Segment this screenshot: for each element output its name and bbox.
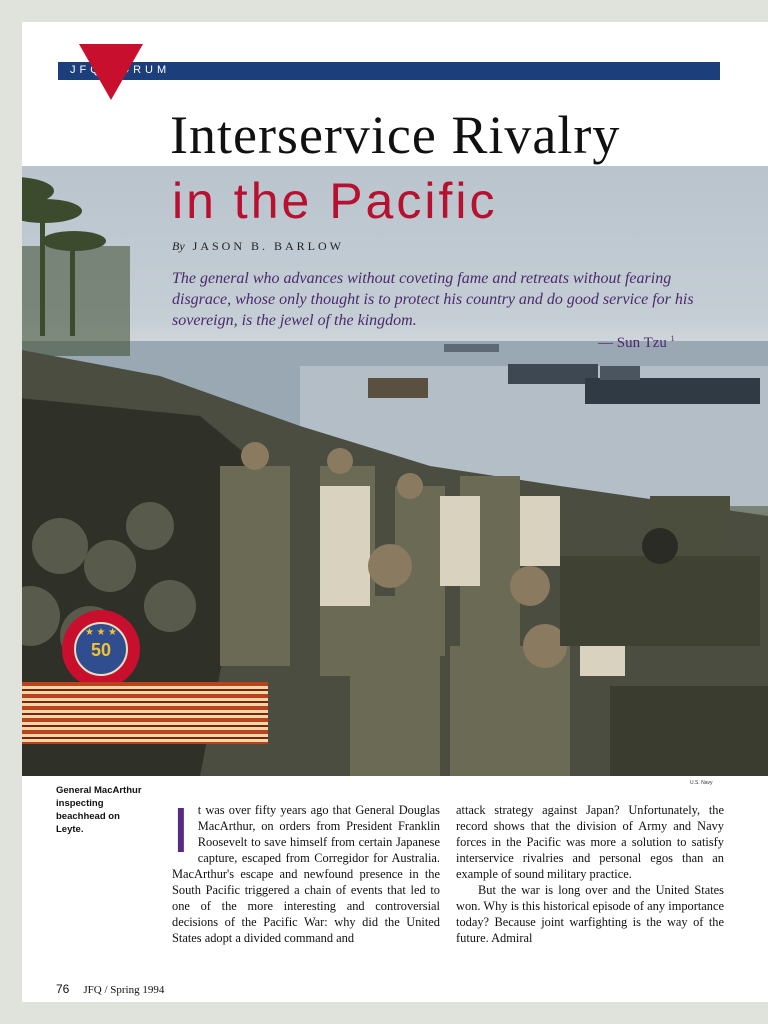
byline-prefix: By (172, 239, 185, 253)
photo-credit: U.S. Navy (690, 780, 713, 786)
byline (172, 239, 344, 254)
seal-center (74, 622, 128, 676)
forum-label: JFQ FORUM (70, 64, 171, 76)
page-footer (56, 982, 164, 996)
epigraph-attribution (598, 334, 675, 352)
author-name: JASON B. BARLOW (192, 239, 344, 253)
seal-number: 50 (90, 640, 112, 660)
body-column-2 (456, 802, 724, 946)
page-number: 76 (56, 982, 70, 996)
photo-caption: General MacArthur inspecting beachhead on Leyte. (56, 785, 142, 835)
attribution-text: — Sun Tzu (598, 335, 667, 351)
body-paragraph: But the war is long over and the United States won. Why is this historical episode of any importance today? Because joint warfighting is the way of the future. Admiral (456, 883, 724, 945)
star-icon: ★ ★ ★ (85, 627, 117, 638)
ribbon-stripes (22, 682, 268, 744)
forum-banner (58, 62, 720, 80)
body-paragraph: t was over fifty years ago that General Douglas MacArthur, on orders from President Franklin Roosevelt to save himself from certain Japanese capture, escaped from Corregidor for Australia. MacArthur's escape and newfound presence in the South Pacific triggered a chain of events that led to one of the more interesting and controversial decisions of the Pacific War: why did the United States adopt a divided command and (172, 803, 440, 945)
anniversary-seal-icon (62, 610, 140, 688)
journal-issue: JFQ / Spring 1994 (83, 984, 165, 996)
triangle-logo-icon (79, 44, 143, 100)
magazine-page (22, 22, 768, 1002)
footnote-marker: 1 (670, 334, 675, 343)
article-title-line1: Interservice Rivalry (170, 105, 621, 165)
article-title-line2: in the Pacific (172, 173, 498, 229)
body-paragraph: attack strategy against Japan? Unfortunately, the record shows that the division of Army and Navy forces in the Pacific was more a solution to satisfy interservice rivalries and personal egos than an example of sound military practice. (456, 803, 724, 881)
drop-cap: I (172, 794, 190, 866)
body-column-1 (172, 794, 440, 946)
epigraph-quote: The general who advances without coveting fame and retreats without fearing disgrace, whose only thought is to protect his country and do good service for his sovereign, is the jewel of the kingdom. (172, 270, 694, 329)
